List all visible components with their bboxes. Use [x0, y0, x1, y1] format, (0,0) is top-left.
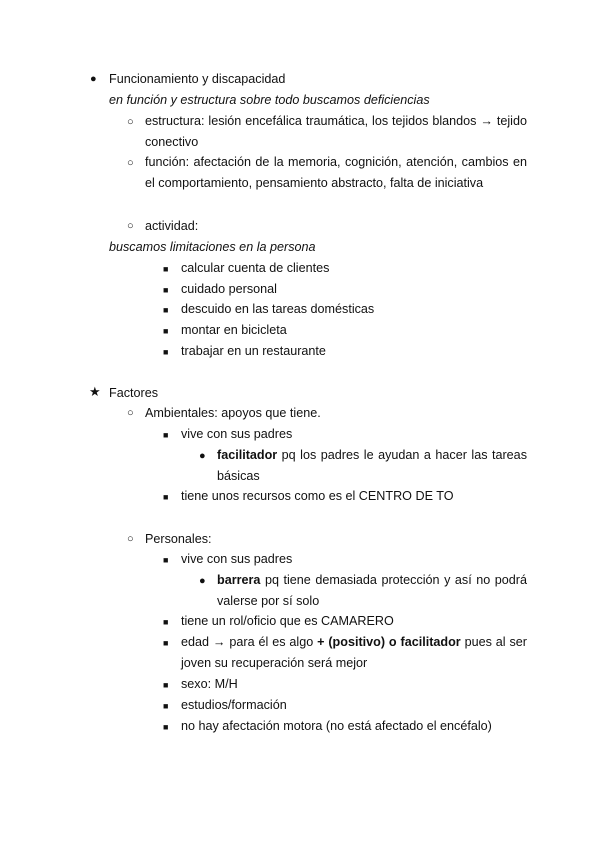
bullet-circle-icon: ○ [127, 220, 134, 232]
list-item: calcular cuenta de clientes [181, 261, 330, 275]
list-item: estudios/formación [181, 698, 287, 712]
list-item: tiene unos recursos como es el CENTRO DE TO [181, 489, 454, 503]
section-title: Funcionamiento y discapacidad [109, 72, 286, 86]
actividad-item: actividad: [145, 219, 199, 233]
list-item: vive con sus padres [181, 427, 293, 441]
italic-note: buscamos limitaciones en la persona [109, 240, 316, 254]
funcion-item: función: afectación de la memoria, cognición, atención, cambios en el comportamiento, pensamiento abstracto, falta de iniciativa [145, 155, 527, 190]
bullet-square-icon: ■ [163, 701, 169, 711]
bullet-square-icon: ■ [163, 555, 169, 565]
bullet-square-icon: ■ [163, 305, 169, 315]
bullet-square-icon: ■ [163, 638, 169, 648]
list-item: trabajar en un restaurante [181, 344, 326, 358]
section-title: Factores [109, 386, 158, 400]
star-icon: ★ [89, 384, 101, 399]
list-item: sexo: M/H [181, 677, 238, 691]
bullet-circle-icon: ○ [127, 116, 134, 128]
bullet-disc-icon: ● [199, 450, 206, 462]
personales-item: Personales: [145, 532, 212, 546]
bullet-square-icon: ■ [163, 617, 169, 627]
bullet-disc-icon: ● [199, 575, 206, 587]
list-item: tiene un rol/oficio que es CAMARERO [181, 614, 394, 628]
estructura-item: estructura: lesión encefálica traumática, los tejidos blandos → tejido conectivo [145, 114, 527, 149]
list-item: montar en bicicleta [181, 323, 287, 337]
list-item: cuidado personal [181, 282, 277, 296]
bullet-square-icon: ■ [163, 326, 169, 336]
edad-item: edad → para él es algo + (positivo) o facilitador pues al ser joven su recuperación será mejor [181, 635, 527, 670]
ambientales-item: Ambientales: apoyos que tiene. [145, 406, 321, 420]
bullet-square-icon: ■ [163, 680, 169, 690]
facilitador-item: facilitador pq los padres le ayudan a hacer las tareas básicas [217, 448, 527, 483]
bullet-disc-icon: ● [90, 73, 97, 85]
bullet-circle-icon: ○ [127, 157, 134, 169]
italic-note: en función y estructura sobre todo buscamos deficiencias [109, 93, 430, 107]
list-item: vive con sus padres [181, 552, 293, 566]
bullet-square-icon: ■ [163, 285, 169, 295]
barrera-item: barrera pq tiene demasiada protección y así no podrá valerse por sí solo [217, 573, 527, 608]
list-item: descuido en las tareas domésticas [181, 302, 375, 316]
bullet-square-icon: ■ [163, 722, 169, 732]
bullet-square-icon: ■ [163, 492, 169, 502]
bullet-square-icon: ■ [163, 347, 169, 357]
bullet-square-icon: ■ [163, 264, 169, 274]
list-item: no hay afectación motora (no está afectado el encéfalo) [181, 719, 492, 733]
bullet-circle-icon: ○ [127, 407, 134, 419]
bullet-square-icon: ■ [163, 430, 169, 440]
bullet-circle-icon: ○ [127, 533, 134, 545]
